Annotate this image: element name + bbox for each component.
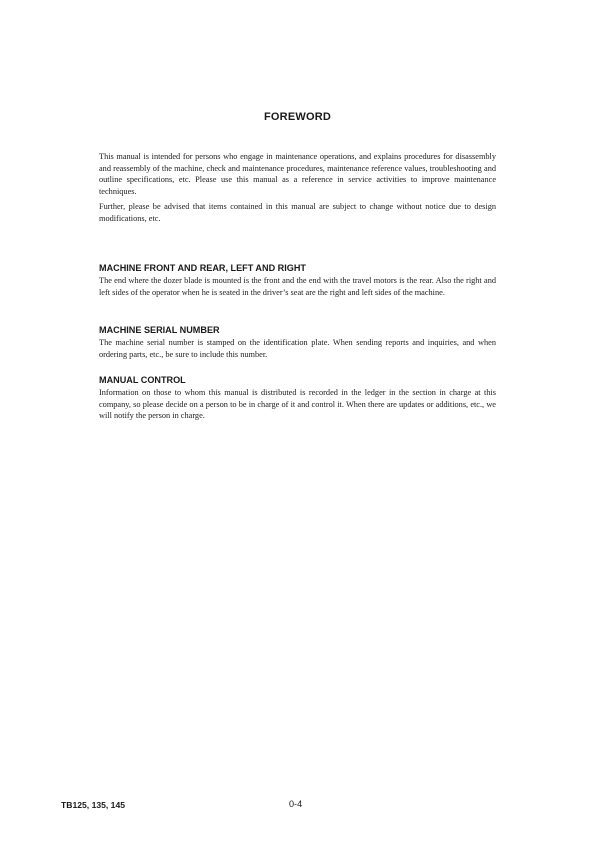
section-heading-serial-number: MACHINE SERIAL NUMBER — [99, 325, 220, 335]
section-body-front-rear: The end where the dozer blade is mounted is the front and the end with the travel motors is the rear. Also the right and left sides of the operator when he is seated in the driver’s seat are the right and left sides of the machine. — [99, 276, 496, 297]
section-body-serial-number: The machine serial number is stamped on the identification plate. When sending reports and inquiries, and when ordering parts, etc., be sure to include this number. — [99, 338, 496, 359]
section-heading-front-rear: MACHINE FRONT AND REAR, LEFT AND RIGHT — [99, 263, 306, 273]
footer-model: TB125, 135, 145 — [61, 800, 126, 810]
section-heading-manual-control: MANUAL CONTROL — [99, 375, 186, 385]
footer-page-number: 0-4 — [289, 799, 303, 809]
page-title: FOREWORD — [264, 111, 331, 123]
intro-notice-paragraph: Further, please be advised that items contained in this manual are subject to change without notice due to design modifications, etc. — [99, 202, 496, 223]
section-body-manual-control: Information on those to whom this manual is distributed is recorded in the ledger in the section in charge at this company, so please decide on a person to be in charge of it and control it. When there are updates or additions, etc., we will notify the person in charge. — [99, 388, 496, 420]
intro-paragraph: This manual is intended for persons who engage in maintenance operations, and explains procedures for disassembly and reassembly of the machine, check and maintenance procedures, maintenance reference values, troubleshooting and outline specifications, etc. Please use this manual as a reference in service activities to improve maintenance techniques. — [99, 152, 496, 196]
